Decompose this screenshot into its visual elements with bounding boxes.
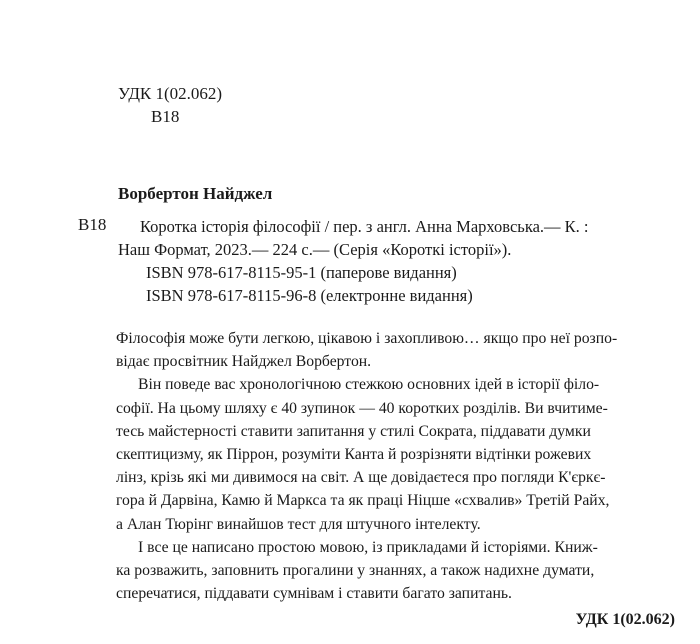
isbn-print: ISBN 978-617-8115-95-1 (паперове видання) [146,263,457,282]
annotation-line: а Алан Тюрінг винайшов тест для штучного інтелекту. [116,515,481,533]
annotation-line: скептицизму, як Піррон, розуміти Канта й розрізняти відтінки рожевих [116,446,592,464]
annotation-line: софії. На цьому шляху є 40 зупинок — 40 коротких розділів. Ви вчитиме- [116,399,608,417]
annotation-line: тесь майстерності ставити запитання у стилі Сократа, піддавати думки [116,422,591,440]
author-name: Ворбертон Найджел [118,184,273,203]
isbn-electronic: ISBN 978-617-8115-96-8 (електронне видання) [146,286,473,305]
record-code: В18 [78,215,107,234]
annotation-line: сперечатися, піддавати сумнівам і ставити багато запитань. [116,585,512,603]
classification-code: В18 [151,107,180,126]
udk-header: УДК 1(02.062) [118,84,223,103]
biblio-line-2: Наш Формат, 2023.— 224 с.— (Серія «Короткі історії»). [118,240,512,259]
udk-footer: УДК 1(02.062) [575,611,675,628]
annotation-line: Він поведе вас хронологічною стежкою основних ідей в історії філо- [138,376,600,394]
annotation-line: ка розважить, заповнить прогалини у знаннях, а також надихне думати, [116,562,595,580]
annotation-text [116,327,686,605]
biblio-line-1: Коротка історія філософії / пер. з англ. Анна Марховська.— К. : [140,217,589,236]
annotation-line: гора й Дарвіна, Камю й Маркса та як праці Ніцше «схвалив» Третій Райх, [116,492,610,510]
bibliographic-description [118,215,678,307]
annotation-line: відає просвітник Найджел Ворбертон. [116,353,372,371]
annotation-line: Філософія може бути легкою, цікавою і захопливою… якщо про неї розпо- [116,330,618,347]
annotation-line: І все це написано простою мовою, із прикладами й історіями. Книж- [138,538,598,556]
annotation-line: лінз, крізь які ми дивимося на світ. А ще довідаєтеся про погляди К'єркє- [116,469,606,487]
